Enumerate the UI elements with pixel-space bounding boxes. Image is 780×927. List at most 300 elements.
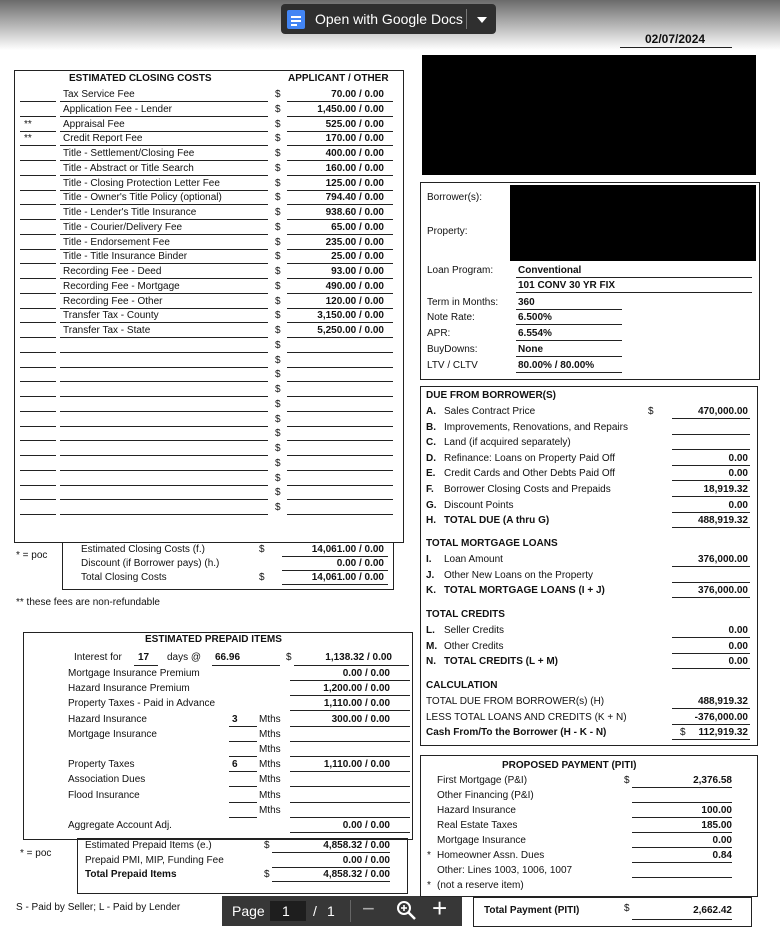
currency: $	[275, 472, 281, 484]
fee-label: Recording Fee - Mortgage	[63, 280, 180, 292]
piti-label: (not a reserve item)	[437, 880, 524, 891]
underline	[672, 637, 750, 638]
currency: $	[275, 89, 281, 100]
currency: $	[275, 295, 281, 307]
due-label: TOTAL DUE (A thru G)	[444, 515, 550, 527]
document-date: 02/07/2024	[645, 32, 706, 46]
prepaid-title: ESTIMATED PREPAID ITEMS	[145, 634, 282, 645]
total-label: Prepaid PMI, MIP, Funding Fee	[85, 854, 224, 866]
fee-label: Transfer Tax - County	[63, 310, 159, 322]
underline	[20, 470, 56, 471]
underline	[20, 190, 56, 191]
underline	[20, 396, 56, 397]
underline	[287, 485, 393, 486]
total-label: Total Prepaid Items	[85, 869, 177, 880]
underline	[287, 322, 393, 323]
underline	[287, 190, 393, 191]
underline	[516, 324, 622, 325]
underline	[60, 322, 268, 323]
underline	[60, 455, 268, 456]
underline	[632, 832, 732, 833]
prepaid-label: Flood Insurance	[68, 789, 140, 801]
row-key: C.	[426, 437, 436, 449]
underline	[287, 160, 393, 161]
underline	[20, 514, 56, 515]
underline	[287, 396, 393, 397]
interest-label: Interest for	[74, 652, 122, 663]
google-docs-icon	[287, 10, 305, 29]
piti-value: 2,376.58	[693, 775, 732, 786]
underline	[672, 418, 750, 419]
underline	[20, 263, 56, 264]
underline	[672, 724, 750, 725]
underline	[287, 440, 393, 441]
underline	[60, 337, 268, 338]
underline	[20, 131, 56, 132]
currency: $	[275, 413, 281, 425]
underline	[272, 867, 390, 868]
total-label: Discount (if Borrower pays) (h.)	[81, 558, 220, 569]
underline	[60, 411, 268, 412]
poc-note: * = poc	[16, 550, 48, 561]
fee-label: Recording Fee - Other	[63, 295, 163, 307]
row-key: G.	[426, 499, 437, 511]
currency: $	[275, 325, 281, 336]
fee-value: 120.00 / 0.00	[325, 295, 384, 307]
total-value: 0.00 / 0.00	[336, 558, 384, 569]
underline	[287, 219, 393, 220]
piti-label: Real Estate Taxes	[437, 820, 518, 831]
underline	[60, 352, 268, 353]
row-key: N.	[426, 656, 436, 668]
underline	[20, 145, 56, 146]
total-payment-label: Total Payment (PITI)	[484, 905, 580, 916]
fee-value: 400.00 / 0.00	[325, 148, 384, 159]
due-value: 112,919.32	[698, 727, 748, 739]
currency: $	[275, 103, 281, 115]
section-title: CALCULATION	[426, 680, 498, 691]
underline	[282, 556, 388, 557]
underline	[20, 219, 56, 220]
due-label: Loan Amount	[444, 554, 503, 565]
underline	[212, 665, 280, 666]
underline	[516, 340, 622, 341]
underline	[20, 175, 56, 176]
interest-days: 17	[138, 652, 150, 663]
currency: $	[275, 192, 281, 204]
underline	[229, 726, 257, 727]
closing-costs-column-header: APPLICANT / OTHER	[288, 73, 389, 84]
row-key: H.	[426, 515, 436, 527]
divider	[466, 9, 467, 29]
loan-label: LTV / CLTV	[427, 360, 478, 371]
page-label: Page	[232, 903, 265, 919]
due-label: Sales Contract Price	[444, 406, 536, 417]
row-key: J.	[426, 569, 435, 581]
piti-value: 0.84	[712, 850, 732, 861]
prepaid-value: 0.00 / 0.00	[342, 668, 390, 679]
fee-value: 5,250.00 / 0.00	[317, 325, 384, 336]
fee-value: 125.00 / 0.00	[325, 177, 384, 189]
underline	[632, 802, 732, 803]
underline	[287, 204, 393, 205]
months-unit: Mths	[259, 804, 281, 816]
underline	[290, 710, 410, 711]
underline	[60, 204, 268, 205]
page-current: 1	[282, 903, 290, 919]
underline	[287, 145, 393, 146]
underline	[134, 665, 158, 666]
underline	[287, 381, 393, 382]
section-title: DUE FROM BORROWER(S)	[426, 390, 556, 401]
currency: $	[275, 398, 281, 410]
fee-value: 525.00 / 0.00	[325, 118, 384, 130]
loan-label: BuyDowns:	[427, 344, 478, 355]
due-label: Credit Cards and Other Debts Paid Off	[444, 468, 616, 480]
underline	[672, 449, 750, 450]
loan-value: Conventional	[518, 265, 582, 276]
underline	[290, 680, 410, 681]
row-key: B.	[426, 421, 436, 433]
zoom-out-button[interactable]: −	[362, 896, 375, 921]
loan-value: 6.554%	[518, 328, 552, 339]
piti-label: Mortgage Insurance	[437, 835, 526, 846]
underline	[229, 771, 257, 772]
currency: $	[275, 177, 281, 189]
due-label: TOTAL CREDITS (L + M)	[444, 656, 558, 668]
underline	[20, 101, 56, 102]
due-value: 0.00	[728, 452, 748, 464]
due-label: Other Credits	[444, 640, 504, 652]
fee-label: Title - Owner's Title Policy (optional)	[63, 192, 222, 204]
underline	[516, 372, 622, 373]
underline	[294, 665, 409, 666]
redacted-block	[422, 55, 756, 175]
underline	[287, 337, 393, 338]
underline	[672, 434, 750, 435]
total-value: 4,858.32 / 0.00	[323, 869, 390, 880]
underline	[60, 514, 268, 515]
underline	[60, 145, 268, 146]
underline	[20, 367, 56, 368]
currency: $	[275, 428, 281, 440]
loan-value: 360	[518, 297, 535, 308]
months-unit: Mths	[259, 728, 281, 740]
row-key: E.	[426, 468, 436, 480]
open-with-google-docs-button[interactable]	[281, 4, 496, 34]
due-label: Improvements, Renovations, and Repairs	[444, 421, 628, 433]
prepaid-label: Hazard Insurance	[68, 713, 147, 725]
underline	[290, 756, 410, 757]
currency: $	[275, 133, 281, 145]
underline	[287, 470, 393, 471]
prepaid-label: Mortgage Insurance	[68, 728, 157, 740]
currency: $	[680, 727, 686, 739]
due-label: TOTAL MORTGAGE LOANS (I + J)	[444, 585, 605, 597]
chevron-down-icon[interactable]	[477, 17, 487, 23]
page-number-input[interactable]	[270, 901, 306, 921]
total-value: 14,061.00 / 0.00	[311, 544, 384, 555]
underline	[20, 337, 56, 338]
underline	[287, 514, 393, 515]
underline	[60, 278, 268, 279]
pdf-viewer-toolbar	[222, 893, 462, 926]
borrower-label: Borrower(s):	[427, 192, 483, 203]
due-value: 488,919.32	[697, 696, 748, 707]
underline	[287, 234, 393, 235]
fee-label: Title - Lender's Title Insurance	[63, 207, 197, 218]
currency: $	[264, 840, 270, 851]
fee-label: Title - Title Insurance Binder	[63, 251, 188, 263]
row-mark: **	[24, 133, 32, 145]
closing-costs-title: ESTIMATED CLOSING COSTS	[69, 73, 212, 84]
underline	[632, 862, 732, 863]
underline	[287, 263, 393, 264]
underline	[287, 278, 393, 279]
fee-value: 490.00 / 0.00	[325, 280, 384, 292]
underline	[672, 566, 750, 567]
prepaid-label: Association Dues	[68, 774, 146, 786]
fee-value: 65.00 / 0.00	[331, 221, 384, 233]
fee-value: 794.40 / 0.00	[325, 192, 384, 204]
prepaid-value: 1,110.00 / 0.00	[323, 698, 390, 710]
currency: $	[259, 572, 265, 583]
underline	[60, 190, 268, 191]
currency: $	[275, 354, 281, 366]
piti-label: Homeowner Assn. Dues	[437, 850, 545, 861]
underline	[672, 465, 750, 466]
underline	[672, 653, 750, 654]
underline	[672, 597, 750, 598]
due-value: 376,000.00	[697, 585, 748, 597]
loan-value: None	[518, 344, 543, 355]
underline	[20, 116, 56, 117]
underline	[290, 726, 410, 727]
total-label: Estimated Closing Costs (f.)	[81, 544, 205, 555]
due-value: 0.00	[728, 656, 748, 668]
currency: $	[275, 369, 281, 381]
underline	[290, 817, 410, 818]
due-value: 0.00	[728, 468, 748, 480]
due-value: -376,000.00	[694, 711, 748, 723]
underline	[60, 426, 268, 427]
currency: $	[275, 148, 281, 159]
underline	[60, 396, 268, 397]
piti-title: PROPOSED PAYMENT (PITI)	[502, 760, 637, 771]
underline	[290, 695, 410, 696]
due-value: 0.00	[728, 640, 748, 652]
days-at-label: days @	[167, 652, 202, 663]
row-key: D.	[426, 452, 436, 464]
underline	[287, 352, 393, 353]
underline	[516, 309, 622, 310]
underline	[272, 852, 390, 853]
row-mark: *	[427, 850, 431, 861]
prepaid-label: Property Taxes - Paid in Advance	[68, 698, 216, 710]
underline	[287, 367, 393, 368]
underline	[60, 367, 268, 368]
prepaid-value: 1,200.00 / 0.00	[323, 683, 390, 695]
loan-value: 80.00% / 80.00%	[518, 360, 595, 371]
underline	[287, 116, 393, 117]
underline	[20, 308, 56, 309]
fee-label: Tax Service Fee	[63, 89, 135, 100]
currency: $	[275, 280, 281, 292]
currency: $	[648, 406, 654, 417]
underline	[60, 470, 268, 471]
underline	[632, 919, 732, 920]
poc-note: * = poc	[20, 848, 52, 859]
currency: $	[275, 251, 281, 263]
underline	[20, 160, 56, 161]
currency: $	[275, 221, 281, 233]
row-key: K.	[426, 585, 436, 597]
underline	[287, 411, 393, 412]
underline	[672, 480, 750, 481]
currency: $	[275, 502, 281, 513]
months-count: 3	[232, 713, 238, 725]
underline	[20, 278, 56, 279]
prepaid-label: Hazard Insurance Premium	[68, 683, 190, 695]
underline	[60, 234, 268, 235]
redacted-borrower-property	[510, 185, 756, 261]
underline	[20, 455, 56, 456]
underline	[20, 352, 56, 353]
page-total: 1	[327, 903, 335, 919]
prepaid-label: Mortgage Insurance Premium	[68, 668, 200, 679]
total-payment-value: 2,662.42	[693, 905, 732, 916]
underline	[229, 817, 257, 818]
due-value: 18,919.32	[703, 484, 748, 495]
underline	[287, 308, 393, 309]
months-unit: Mths	[259, 759, 281, 771]
currency: $	[275, 162, 281, 174]
due-label: LESS TOTAL LOANS AND CREDITS (K + N)	[426, 711, 627, 723]
underline	[229, 741, 257, 742]
underline	[632, 877, 732, 878]
due-label: Land (if acquired separately)	[444, 437, 571, 449]
currency: $	[264, 869, 270, 880]
underline	[20, 499, 56, 500]
row-key: M.	[426, 640, 438, 652]
fee-label: Appraisal Fee	[63, 118, 125, 130]
piti-value: 0.00	[712, 835, 732, 846]
total-label: Estimated Prepaid Items (e.)	[85, 840, 212, 851]
fee-value: 25.00 / 0.00	[331, 251, 384, 263]
underline	[672, 527, 750, 528]
due-value: 0.00	[728, 625, 748, 636]
piti-label: Other: Lines 1003, 1006, 1007	[437, 865, 573, 876]
underline	[672, 739, 750, 740]
fee-label: Credit Report Fee	[63, 133, 143, 145]
underline	[229, 756, 257, 757]
underline	[229, 786, 257, 787]
open-with-label: Open with Google Docs	[315, 11, 463, 27]
divider	[350, 900, 351, 922]
underline	[290, 832, 410, 833]
underline	[60, 160, 268, 161]
row-key: L.	[426, 625, 435, 636]
due-label: Other New Loans on the Property	[444, 569, 593, 581]
due-value: 376,000.00	[697, 554, 748, 565]
currency: $	[275, 384, 281, 395]
fee-value: 1,450.00 / 0.00	[317, 103, 384, 115]
zoom-in-button[interactable]: +	[432, 893, 448, 923]
fee-label: Title - Settlement/Closing Fee	[63, 148, 195, 159]
fee-value: 170.00 / 0.00	[325, 133, 384, 145]
due-label: Borrower Closing Costs and Prepaids	[444, 484, 611, 495]
underline	[60, 499, 268, 500]
fee-value: 93.00 / 0.00	[331, 266, 384, 277]
interest-value: 1,138.32 / 0.00	[325, 652, 392, 663]
currency: $	[275, 339, 281, 351]
underline	[632, 787, 732, 788]
fee-label: Title - Closing Protection Letter Fee	[63, 177, 220, 189]
currency: $	[275, 236, 281, 248]
due-value: 470,000.00	[697, 406, 748, 417]
underline	[20, 234, 56, 235]
underline	[60, 249, 268, 250]
total-label: Total Closing Costs	[81, 572, 167, 583]
underline	[20, 249, 56, 250]
fee-value: 938.60 / 0.00	[325, 207, 384, 218]
underline	[60, 293, 268, 294]
loan-value: 101 CONV 30 YR FIX	[518, 280, 616, 291]
piti-label: Other Financing (P&I)	[437, 790, 534, 801]
underline	[20, 293, 56, 294]
currency: $	[624, 775, 630, 786]
months-unit: Mths	[259, 774, 281, 786]
nonrefundable-note: ** these fees are non-refundable	[16, 597, 160, 608]
underline	[20, 411, 56, 412]
currency: $	[275, 207, 281, 218]
fee-value: 70.00 / 0.00	[331, 89, 384, 100]
underline	[229, 802, 257, 803]
loan-label: APR:	[427, 328, 451, 339]
loan-label: Note Rate:	[427, 312, 475, 323]
fee-label: Application Fee - Lender	[63, 103, 172, 115]
currency: $	[275, 310, 281, 322]
due-value: 488,919.32	[697, 515, 748, 527]
total-value: 0.00 / 0.00	[342, 854, 390, 866]
row-key: F.	[426, 484, 434, 495]
date-underline	[620, 47, 732, 48]
due-label: Discount Points	[444, 499, 514, 511]
loan-label: Term in Months:	[427, 297, 499, 308]
prepaid-label: Property Taxes	[68, 759, 135, 771]
currency: $	[275, 487, 281, 499]
section-title: TOTAL MORTGAGE LOANS	[426, 538, 558, 549]
loan-value: 6.500%	[518, 312, 552, 323]
due-label: Seller Credits	[444, 625, 505, 636]
row-mark: *	[427, 880, 431, 891]
currency: $	[286, 652, 292, 663]
currency: $	[275, 118, 281, 130]
underline	[20, 426, 56, 427]
underline	[290, 741, 410, 742]
piti-value: 185.00	[701, 820, 732, 831]
row-mark: **	[24, 118, 32, 130]
zoom-icon[interactable]	[396, 900, 418, 925]
underline	[60, 116, 268, 117]
underline	[287, 426, 393, 427]
section-title: TOTAL CREDITS	[426, 609, 505, 620]
total-value: 14,061.00 / 0.00	[311, 572, 384, 583]
underline	[60, 131, 268, 132]
prepaid-label: Aggregate Account Adj.	[68, 820, 172, 831]
underline	[287, 175, 393, 176]
underline	[60, 308, 268, 309]
